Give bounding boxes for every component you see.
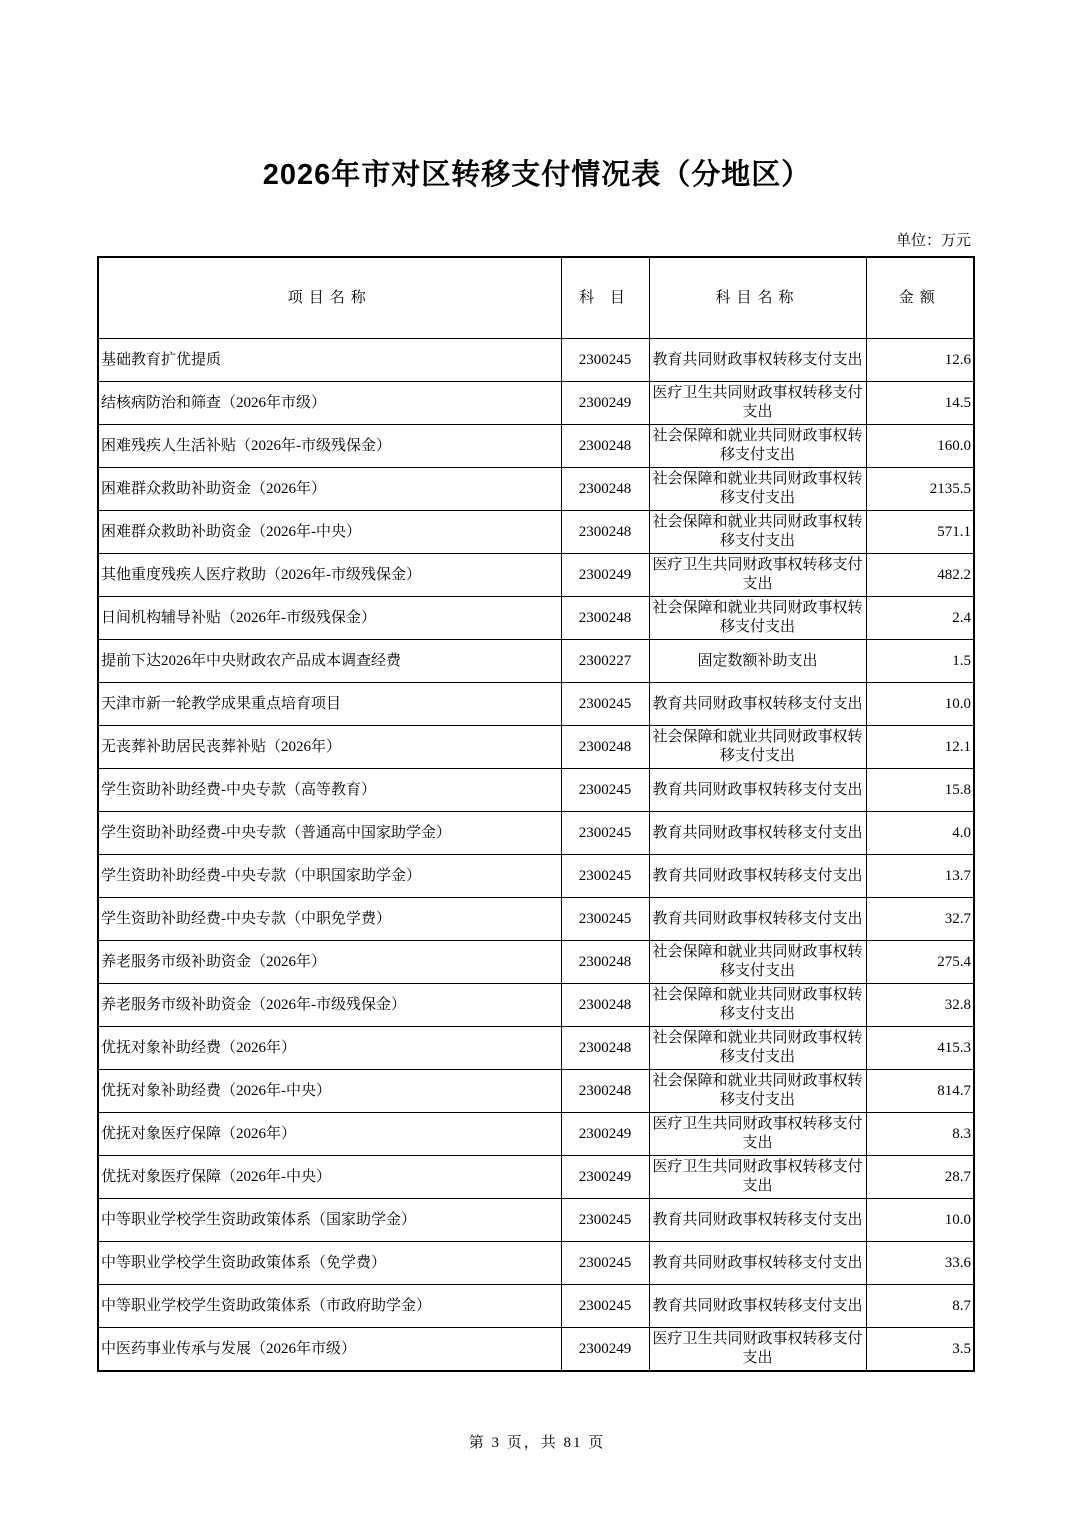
subject-code-cell: 2300248: [561, 726, 649, 769]
project-name-cell: 提前下达2026年中央财政农产品成本调查经费: [98, 640, 561, 683]
project-name-cell: 养老服务市级补助资金（2026年）: [98, 941, 561, 984]
amount-cell: 482.2: [866, 554, 974, 597]
subject-name-cell: 社会保障和就业共同财政事权转移支付支出: [649, 726, 866, 769]
amount-cell: 32.8: [866, 984, 974, 1027]
subject-code-cell: 2300245: [561, 683, 649, 726]
transfer-payment-table: [97, 256, 975, 1372]
project-name-cell: 中等职业学校学生资助政策体系（免学费）: [98, 1242, 561, 1285]
subject-name-cell: 教育共同财政事权转移支付支出: [649, 898, 866, 941]
amount-cell: 3.5: [866, 1328, 974, 1372]
table-row: [98, 941, 974, 984]
subject-code-cell: 2300249: [561, 1113, 649, 1156]
table-row: [98, 1070, 974, 1113]
subject-name-cell: 医疗卫生共同财政事权转移支付支出: [649, 1328, 866, 1372]
amount-cell: 12.6: [866, 339, 974, 382]
table-row: [98, 425, 974, 468]
project-name-cell: 困难群众救助补助资金（2026年）: [98, 468, 561, 511]
amount-cell: 2.4: [866, 597, 974, 640]
subject-name-cell: 教育共同财政事权转移支付支出: [649, 769, 866, 812]
subject-code-cell: 2300245: [561, 898, 649, 941]
table-row: [98, 726, 974, 769]
subject-name-cell: 固定数额补助支出: [649, 640, 866, 683]
subject-code-cell: 2300248: [561, 468, 649, 511]
subject-name-cell: 社会保障和就业共同财政事权转移支付支出: [649, 1027, 866, 1070]
subject-code-cell: 2300249: [561, 554, 649, 597]
subject-name-cell: 社会保障和就业共同财政事权转移支付支出: [649, 468, 866, 511]
project-name-cell: 基础教育扩优提质: [98, 339, 561, 382]
project-name-cell: 其他重度残疾人医疗救助（2026年-市级残保金）: [98, 554, 561, 597]
subject-name-cell: 社会保障和就业共同财政事权转移支付支出: [649, 984, 866, 1027]
project-name-cell: 学生资助补助经费-中央专款（高等教育）: [98, 769, 561, 812]
subject-code-cell: 2300245: [561, 855, 649, 898]
project-name-cell: 优抚对象医疗保障（2026年）: [98, 1113, 561, 1156]
project-name-cell: 优抚对象补助经费（2026年-中央）: [98, 1070, 561, 1113]
subject-code-cell: 2300248: [561, 941, 649, 984]
table-row: [98, 1285, 974, 1328]
project-name-cell: 结核病防治和筛查（2026年市级）: [98, 382, 561, 425]
subject-code-cell: 2300245: [561, 812, 649, 855]
subject-name-cell: 社会保障和就业共同财政事权转移支付支出: [649, 511, 866, 554]
subject-name-cell: 医疗卫生共同财政事权转移支付支出: [649, 1156, 866, 1199]
subject-name-cell: 教育共同财政事权转移支付支出: [649, 1199, 866, 1242]
subject-code-cell: 2300245: [561, 1199, 649, 1242]
subject-name-cell: 医疗卫生共同财政事权转移支付支出: [649, 554, 866, 597]
table-row: [98, 597, 974, 640]
subject-name-cell: 医疗卫生共同财政事权转移支付支出: [649, 382, 866, 425]
subject-name-cell: 教育共同财政事权转移支付支出: [649, 1285, 866, 1328]
subject-name-cell: 教育共同财政事权转移支付支出: [649, 1242, 866, 1285]
table-row: [98, 511, 974, 554]
subject-code-cell: 2300248: [561, 984, 649, 1027]
subject-code-cell: 2300248: [561, 597, 649, 640]
project-name-cell: 中等职业学校学生资助政策体系（市政府助学金）: [98, 1285, 561, 1328]
project-name-cell: 困难群众救助补助资金（2026年-中央）: [98, 511, 561, 554]
table-row: [98, 1113, 974, 1156]
table-header-row: [98, 257, 974, 339]
amount-cell: 8.7: [866, 1285, 974, 1328]
table-row: [98, 1328, 974, 1372]
amount-cell: 10.0: [866, 1199, 974, 1242]
subject-name-cell: 教育共同财政事权转移支付支出: [649, 812, 866, 855]
table-row: [98, 683, 974, 726]
table-row: [98, 1242, 974, 1285]
header-amount: 金额: [866, 257, 974, 339]
project-name-cell: 困难残疾人生活补贴（2026年-市级残保金）: [98, 425, 561, 468]
amount-cell: 10.0: [866, 683, 974, 726]
project-name-cell: 养老服务市级补助资金（2026年-市级残保金）: [98, 984, 561, 1027]
subject-code-cell: 2300248: [561, 511, 649, 554]
subject-name-cell: 教育共同财政事权转移支付支出: [649, 683, 866, 726]
project-name-cell: 无丧葬补助居民丧葬补贴（2026年）: [98, 726, 561, 769]
table-row: [98, 382, 974, 425]
subject-code-cell: 2300227: [561, 640, 649, 683]
amount-cell: 12.1: [866, 726, 974, 769]
amount-cell: 571.1: [866, 511, 974, 554]
amount-cell: 14.5: [866, 382, 974, 425]
subject-code-cell: 2300249: [561, 1156, 649, 1199]
amount-cell: 33.6: [866, 1242, 974, 1285]
table-row: [98, 1199, 974, 1242]
project-name-cell: 中医药事业传承与发展（2026年市级）: [98, 1328, 561, 1372]
table-row: [98, 640, 974, 683]
amount-cell: 13.7: [866, 855, 974, 898]
amount-cell: 275.4: [866, 941, 974, 984]
project-name-cell: 优抚对象补助经费（2026年）: [98, 1027, 561, 1070]
project-name-cell: 学生资助补助经费-中央专款（中职国家助学金）: [98, 855, 561, 898]
table-row: [98, 554, 974, 597]
header-subject-code: 科 目: [561, 257, 649, 339]
table-row: [98, 812, 974, 855]
subject-name-cell: 教育共同财政事权转移支付支出: [649, 855, 866, 898]
project-name-cell: 天津市新一轮教学成果重点培育项目: [98, 683, 561, 726]
table-row: [98, 855, 974, 898]
table-row: [98, 1027, 974, 1070]
subject-code-cell: 2300245: [561, 1242, 649, 1285]
unit-label: 单位：万元: [895, 233, 971, 249]
project-name-cell: 中等职业学校学生资助政策体系（国家助学金）: [98, 1199, 561, 1242]
project-name-cell: 学生资助补助经费-中央专款（中职免学费）: [98, 898, 561, 941]
subject-code-cell: 2300248: [561, 1027, 649, 1070]
table-row: [98, 468, 974, 511]
amount-cell: 415.3: [866, 1027, 974, 1070]
subject-code-cell: 2300249: [561, 382, 649, 425]
subject-name-cell: 社会保障和就业共同财政事权转移支付支出: [649, 1070, 866, 1113]
table-row: [98, 898, 974, 941]
amount-cell: 8.3: [866, 1113, 974, 1156]
amount-cell: 32.7: [866, 898, 974, 941]
page-title: 2026年市对区转移支付情况表（分地区）: [262, 159, 812, 191]
amount-cell: 1.5: [866, 640, 974, 683]
subject-name-cell: 社会保障和就业共同财政事权转移支付支出: [649, 425, 866, 468]
table-row: [98, 339, 974, 382]
subject-name-cell: 社会保障和就业共同财政事权转移支付支出: [649, 597, 866, 640]
subject-name-cell: 医疗卫生共同财政事权转移支付支出: [649, 1113, 866, 1156]
table-row: [98, 1156, 974, 1199]
subject-name-cell: 社会保障和就业共同财政事权转移支付支出: [649, 941, 866, 984]
subject-code-cell: 2300249: [561, 1328, 649, 1372]
project-name-cell: 优抚对象医疗保障（2026年-中央）: [98, 1156, 561, 1199]
header-subject-name: 科目名称: [649, 257, 866, 339]
header-project-name: 项目名称: [98, 257, 561, 339]
amount-cell: 814.7: [866, 1070, 974, 1113]
subject-code-cell: 2300245: [561, 339, 649, 382]
subject-code-cell: 2300245: [561, 1285, 649, 1328]
table-row: [98, 984, 974, 1027]
subject-name-cell: 教育共同财政事权转移支付支出: [649, 339, 866, 382]
amount-cell: 4.0: [866, 812, 974, 855]
page-number: 第 3 页，共 81 页: [468, 1435, 606, 1451]
subject-code-cell: 2300248: [561, 1070, 649, 1113]
project-name-cell: 学生资助补助经费-中央专款（普通高中国家助学金）: [98, 812, 561, 855]
table-row: [98, 769, 974, 812]
amount-cell: 2135.5: [866, 468, 974, 511]
subject-code-cell: 2300245: [561, 769, 649, 812]
amount-cell: 15.8: [866, 769, 974, 812]
amount-cell: 28.7: [866, 1156, 974, 1199]
amount-cell: 160.0: [866, 425, 974, 468]
subject-code-cell: 2300248: [561, 425, 649, 468]
project-name-cell: 日间机构辅导补贴（2026年-市级残保金）: [98, 597, 561, 640]
